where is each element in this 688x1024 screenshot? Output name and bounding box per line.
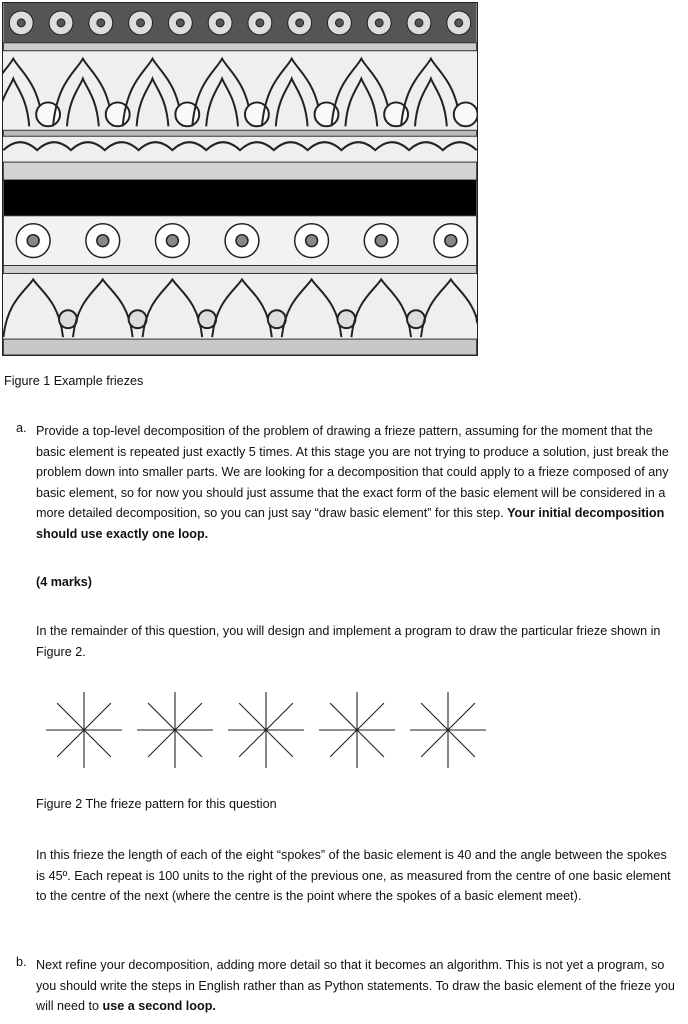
part-a-body: Provide a top-level decomposition of the problem of drawing a frieze pattern, assuming for the moment that the basic element is repeated just exactly 5 times. At this stage you are not trying to produce a solution, just break the problem down into smaller parts. We are looking for a decomposition that could apply to a frieze composed of any basic element, so for now you should just assume that the exact form of the basic element will be considered in a more detailed decomposition, so you can just say “draw basic element” for this step. xyxy=(36,424,669,521)
ornamental-frieze-illustration xyxy=(3,3,477,355)
star-spoke xyxy=(239,730,266,757)
figure2-caption: Figure 2 The frieze pattern for this question xyxy=(36,797,277,811)
star-spoke xyxy=(330,703,357,730)
star-spoke xyxy=(357,730,384,757)
part-a-marks: (4 marks) xyxy=(36,575,93,589)
intro-text: In the remainder of this question, you will design and implement a program to draw the particular frieze shown in Figure 2. xyxy=(36,624,661,659)
star-element xyxy=(46,692,122,768)
star-spoke xyxy=(266,730,293,757)
star-element xyxy=(319,692,395,768)
part-a-text xyxy=(36,421,676,545)
star-spoke xyxy=(357,703,384,730)
star-spoke xyxy=(175,730,202,757)
star-element xyxy=(137,692,213,768)
part-a-marker: a. xyxy=(16,421,27,435)
figure1-image xyxy=(2,2,478,356)
star-spoke xyxy=(57,703,84,730)
star-spoke xyxy=(57,730,84,757)
star-spoke xyxy=(148,730,175,757)
star-spoke xyxy=(448,730,475,757)
part-b-bold: use a second loop. xyxy=(102,999,216,1014)
star-spoke xyxy=(330,730,357,757)
star-element xyxy=(410,692,486,768)
star-spoke xyxy=(175,703,202,730)
part-b-text xyxy=(36,955,676,1017)
star-spoke xyxy=(239,703,266,730)
star-spoke xyxy=(266,703,293,730)
star-spoke xyxy=(421,703,448,730)
description-text: In this frieze the length of each of the eight “spokes” of the basic element is 40 and the angle between the spokes is 45º. Each repeat is 100 units to the right of the previous one, as measured from the centre of one basic element to the centre of the next (where the centre is the point where the spokes of a basic element meet). xyxy=(36,848,671,904)
part-a-bold: Your initial decomposition should use exactly one loop. xyxy=(36,506,665,541)
star-spoke xyxy=(148,703,175,730)
figure1-caption: Figure 1 Example friezes xyxy=(4,374,144,388)
part-b-body: Next refine your decomposition, adding more detail so that it becomes an algorithm. This is not yet a program, so you should write the steps in English rather than as Python statements. To draw the basic element of the frieze you will need to xyxy=(36,958,675,1014)
figure2-frieze xyxy=(40,688,500,772)
star-element xyxy=(228,692,304,768)
star-spoke xyxy=(84,703,111,730)
part-b-marker: b. xyxy=(16,955,27,969)
star-spoke xyxy=(421,730,448,757)
star-spoke xyxy=(448,703,475,730)
star-spoke xyxy=(84,730,111,757)
